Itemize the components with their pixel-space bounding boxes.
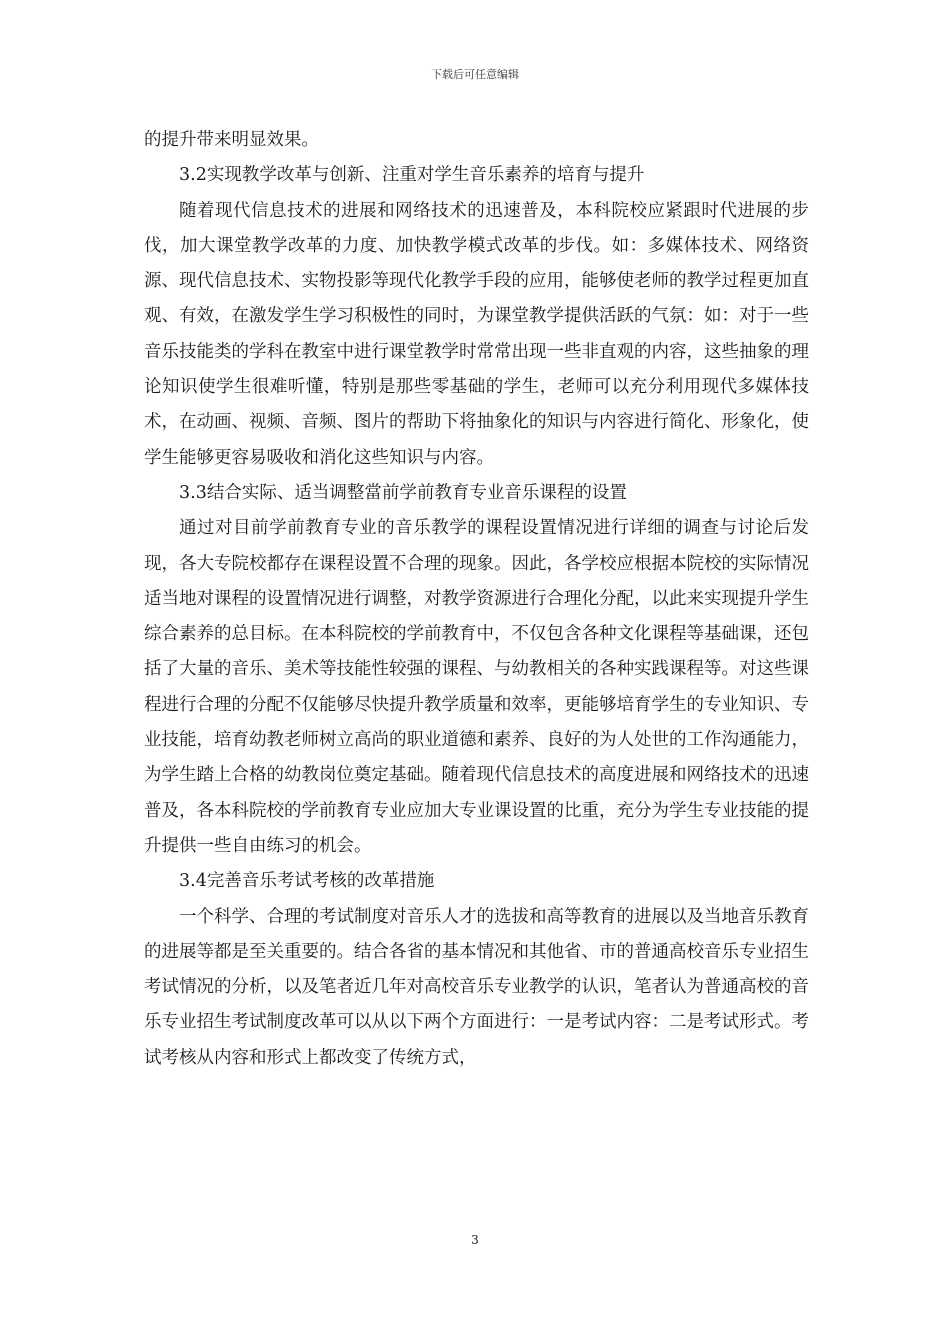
page-number: 3 bbox=[471, 1233, 479, 1247]
paragraph-3-3: 通过对目前学前教育专业的音乐教学的课程设置情况进行详细的调查与讨论后发现，各大专院校都存在课程设置不合理的现象。因此，各学校应根据本院校的实际情况适当地对课程的设置情况进行调整，对教学资源进行合理化分配，以此来实现提升学生综合素养的总目标。在本科院校的学前教育中，不仅包含各种文化课程等基础课，还包括了大量的音乐、美术等技能性较强的课程、与幼教相关的各种实践课程等。对这些课程进行合理的分配不仅能够尽快提升教学质量和效率，更能够培育学生的专业知识、专业技能，培育幼教老师树立高尚的职业道德和素养、良好的为人处世的工作沟通能力，为学生踏上合格的幼教岗位奠定基础。随着现代信息技术的高度进展和网络技术的迅速普及，各本科院校的学前教育专业应加大专业课设置的比重，充分为学生专业技能的提升提供一些自由练习的机会。 bbox=[144, 518, 809, 856]
body-text bbox=[144, 123, 809, 1076]
paragraph-3-2: 随着现代信息技术的进展和网络技术的迅速普及，本科院校应紧跟时代进展的步伐，加大课堂教学改革的力度、加快教学模式改革的步伐。如：多媒体技术、网络资源、现代信息技术、实物投影等现代化教学手段的应用，能够使老师的教学过程更加直观、有效，在激发学生学习积极性的同时，为课堂教学提供活跃的气氛：如：对于一些音乐技能类的学科在教室中进行课堂教学时常常出现一些非直观的内容，这些抽象的理论知识使学生很难听懂，特别是那些零基础的学生，老师可以充分利用现代多媒体技术，在动画、视频、音频、图片的帮助下将抽象化的知识与内容进行简化、形象化，使学生能够更容易吸收和消化这些知识与内容。 bbox=[144, 200, 809, 468]
paragraph-continuation: 的提升带来明显效果。 bbox=[144, 130, 319, 150]
section-heading-3-3: 3.3结合实际、适当调整當前学前教育专业音乐课程的设置 bbox=[179, 482, 627, 503]
section-heading-3-2: 3.2实现教学改革与创新、注重对学生音乐素养的培育与提升 bbox=[179, 165, 645, 186]
header-note: 下载后可任意编辑 bbox=[431, 68, 519, 81]
paragraph-3-4: 一个科学、合理的考试制度对音乐人才的选拔和高等教育的进展以及当地音乐教育的进展等都是至关重要的。结合各省的基本情况和其他省、市的普通高校音乐专业招生考试情况的分析，以及笔者近几年对高校音乐专业教学的认识，笔者认为普通高校的音乐专业招生考试制度改革可以从以下两个方面进行：一是考试内容：二是考试形式。考试考核从内容和形式上都改变了传统方式， bbox=[144, 906, 809, 1068]
section-heading-3-4: 3.4完善音乐考试考核的改革措施 bbox=[179, 871, 435, 892]
